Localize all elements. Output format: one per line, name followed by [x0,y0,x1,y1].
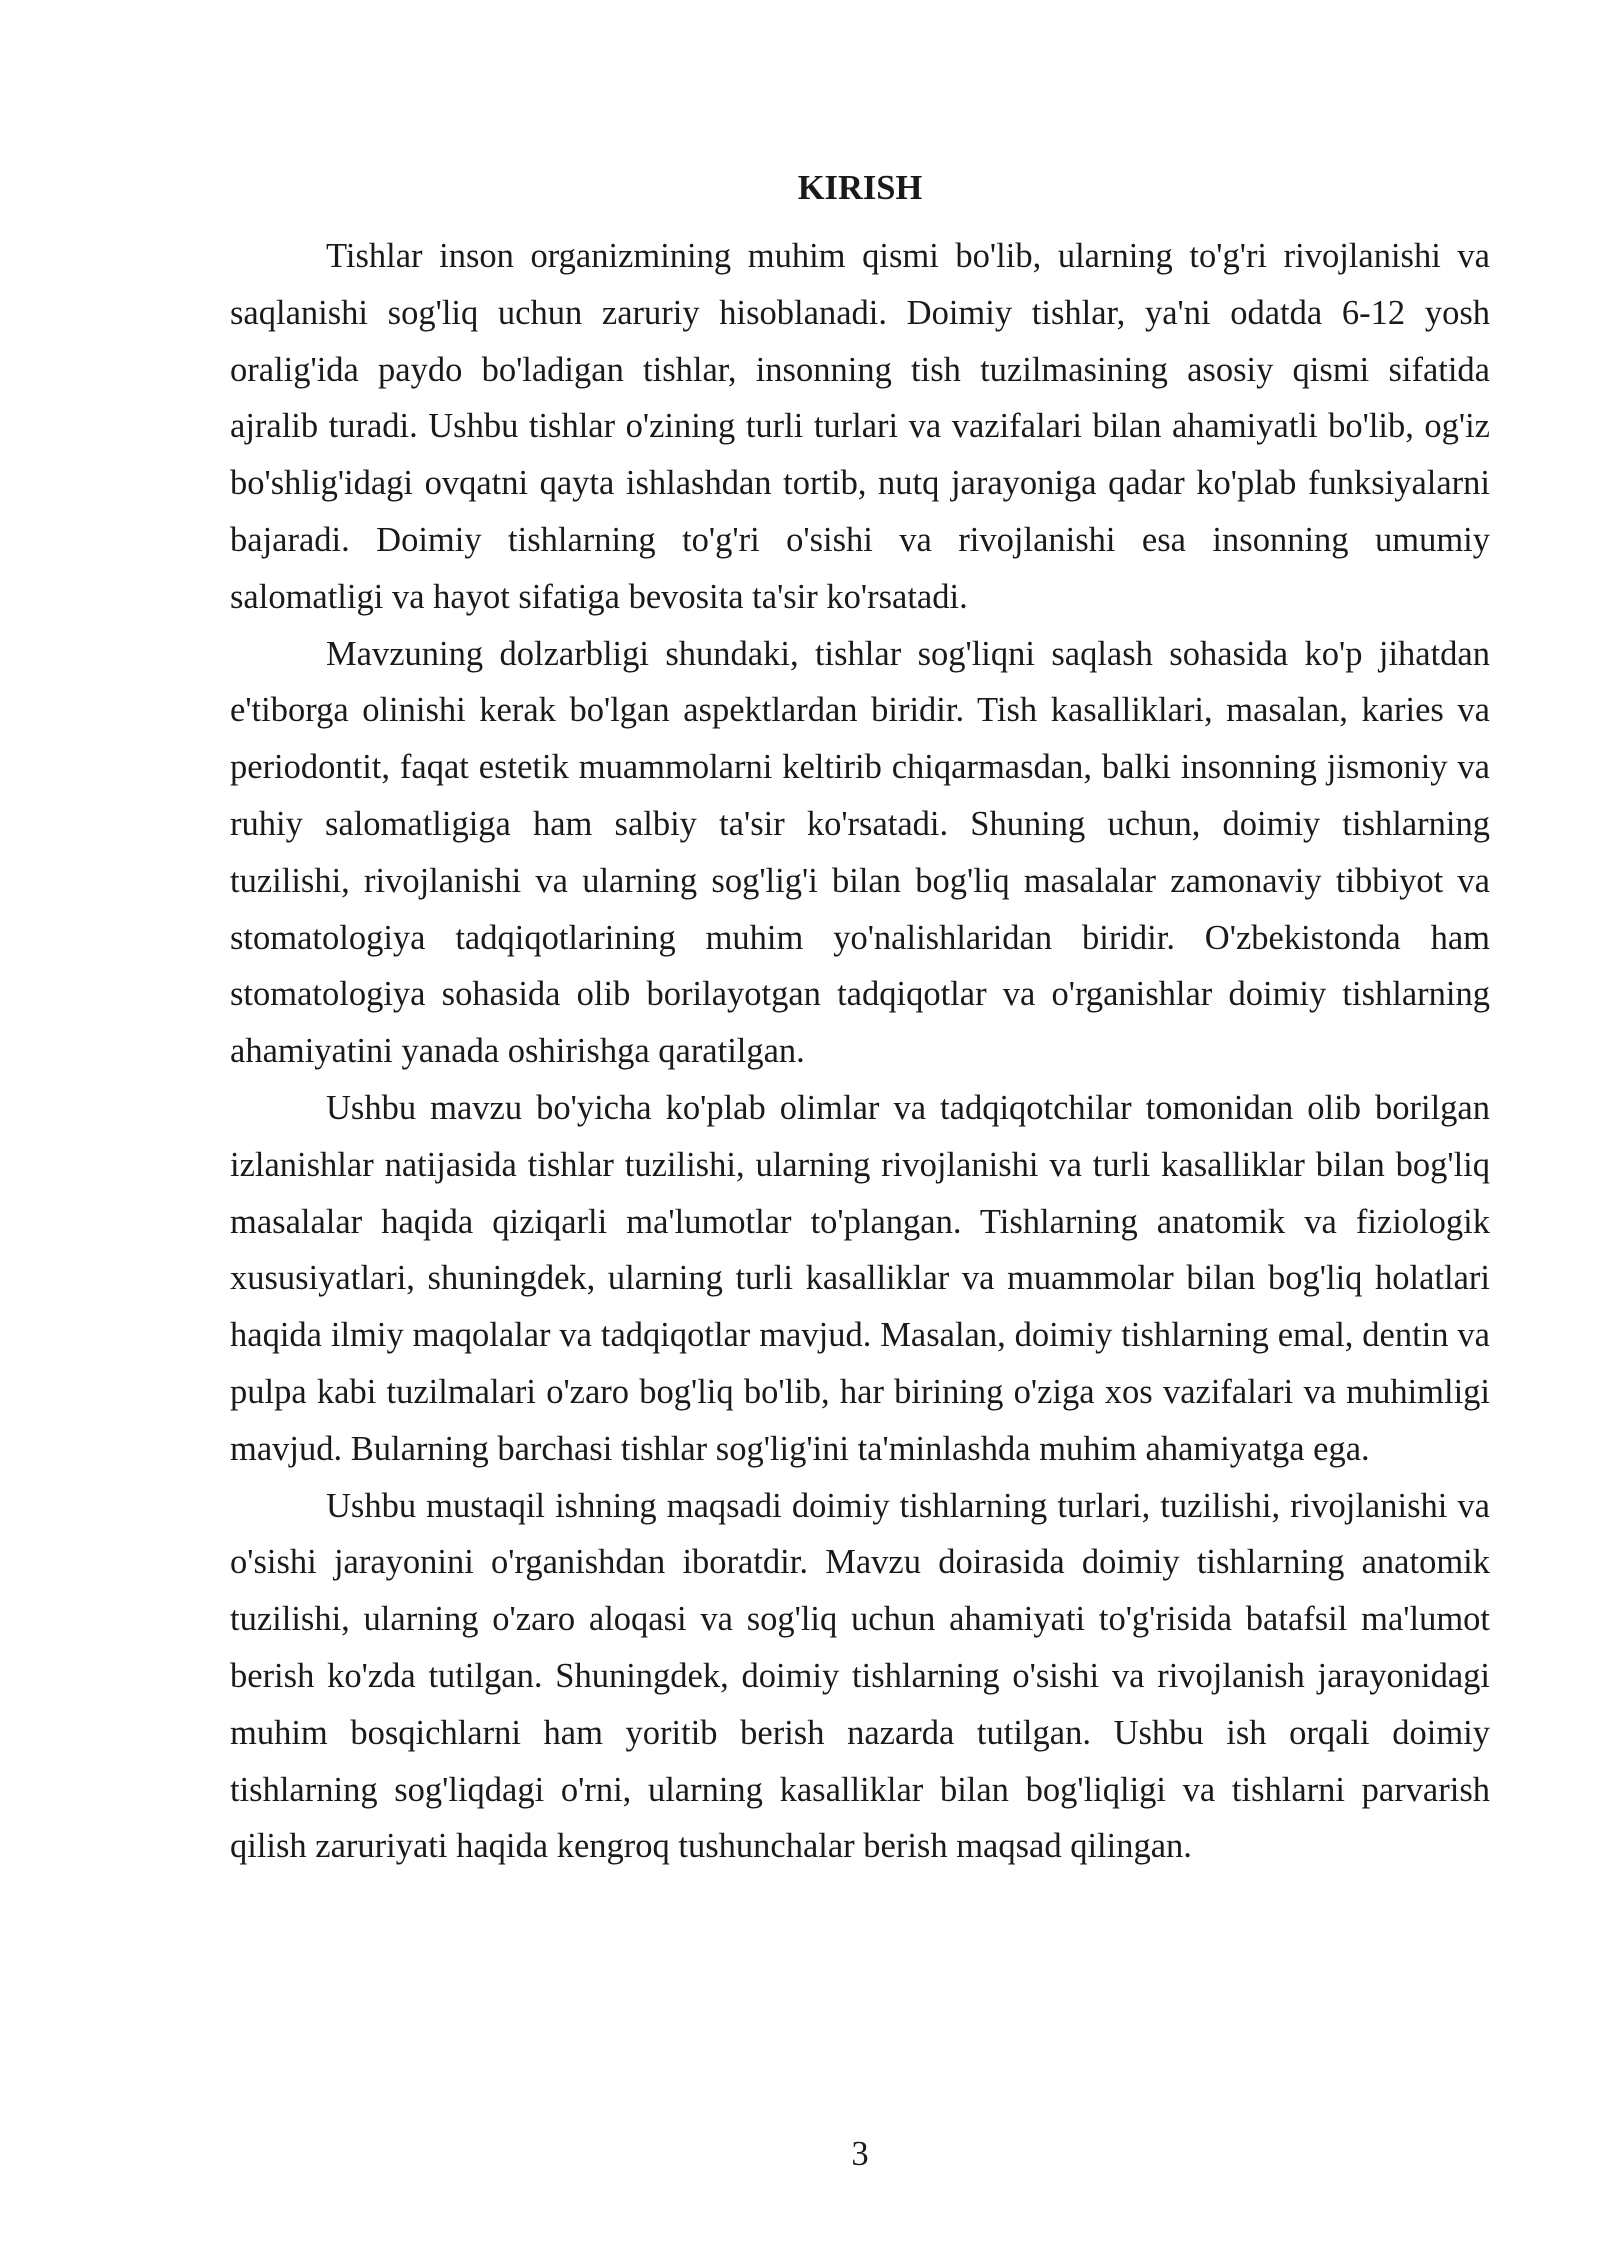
page-number: 3 [851,2135,869,2173]
section-heading: KIRISH [797,169,923,207]
paragraph-relevance: Mavzuning dolzarbligi shundaki, tishlar sog'liqni saqlash sohasida ko'p jihatdan e'tiborga olinishi kerak bo'lgan aspektlardan biridir. Tish kasalliklari, masalan, karies va periodontit, faqat estetik muammolarni keltirib chiqarmasdan, balki insonning jismoniy va ruhiy salomatligiga ham salbiy ta'sir ko'rsatadi. Shuning uchun, doimiy tishlarning tuzilishi, rivojlanishi va ularning sog'lig'i bilan bog'liq masalalar zamonaviy tibbiyot va stomatologiya tadqiqotlarining muhim yo'nalishlaridan biridir. O'zbekistonda ham stomatologiya sohasida olib borilayotgan tadqiqotlar va o'rganishlar doimiy tishlarning ahamiyatini yanada oshirishga qaratilgan. [230,634,1490,1071]
paragraph-research: Ushbu mavzu bo'yicha ko'plab olimlar va tadqiqotchilar tomonidan olib borilgan izlanishlar natijasida tishlar tuzilishi, ularning rivojlanishi va turli kasalliklar bilan bog'liq masalalar haqida qiziqarli ma'lumotlar to'plangan. Tishlarning anatomik va fiziologik xususiyatlari, shuningdek, ularning turli kasalliklar va muammolar bilan bog'liq holatlari haqida ilmiy maqolalar va tadqiqotlar mavjud. Masalan, doimiy tishlarning emal, dentin va pulpa kabi tuzilmalari o'zaro bog'liq bo'lib, har birining o'ziga xos vazifalari va muhimligi mavjud. Bularning barchasi tishlar sog'lig'ini ta'minlashda muhim ahamiyatga ega. [230,1088,1490,1468]
paragraph-intro: Tishlar inson organizmining muhim qismi bo'lib, ularning to'g'ri rivojlanishi va saqlanishi sog'liq uchun zaruriy hisoblanadi. Doimiy tishlar, ya'ni odatda 6-12 yosh oralig'ida paydo bo'ladigan tishlar, insonning tish tuzilmasining asosiy qismi sifatida ajralib turadi. Ushbu tishlar o'zining turli turlari va vazifalari bilan ahamiyatli bo'lib, og'iz bo'shlig'idagi ovqatni qayta ishlashdan tortib, nutq jarayoniga qadar ko'plab funksiyalarni bajaradi. Doimiy tishlarning to'g'ri o'sishi va rivojlanishi esa insonning umumiy salomatligi va hayot sifatiga bevosita ta'sir ko'rsatadi. [230,237,1490,616]
paragraph-goal: Ushbu mustaqil ishning maqsadi doimiy tishlarning turlari, tuzilishi, rivojlanishi va o'sishi jarayonini o'rganishdan iboratdir. Mavzu doirasida doimiy tishlarning anatomik tuzilishi, ularning o'zaro aloqasi va sog'liq uchun ahamiyati to'g'risida batafsil ma'lumot berish ko'zda tutilgan. Shuningdek, doimiy tishlarning o'sishi va rivojlanish jarayonidagi muhim bosqichlarni ham yoritib berish nazarda tutilgan. Ushbu ish orqali doimiy tishlarning sog'liqdagi o'rni, ularning kasalliklar bilan bog'liqligi va tishlarni parvarish qilish zaruriyati haqida kengroq tushunchalar berish maqsad qilingan. [230,1486,1490,1866]
document-body [230,160,1490,1875]
